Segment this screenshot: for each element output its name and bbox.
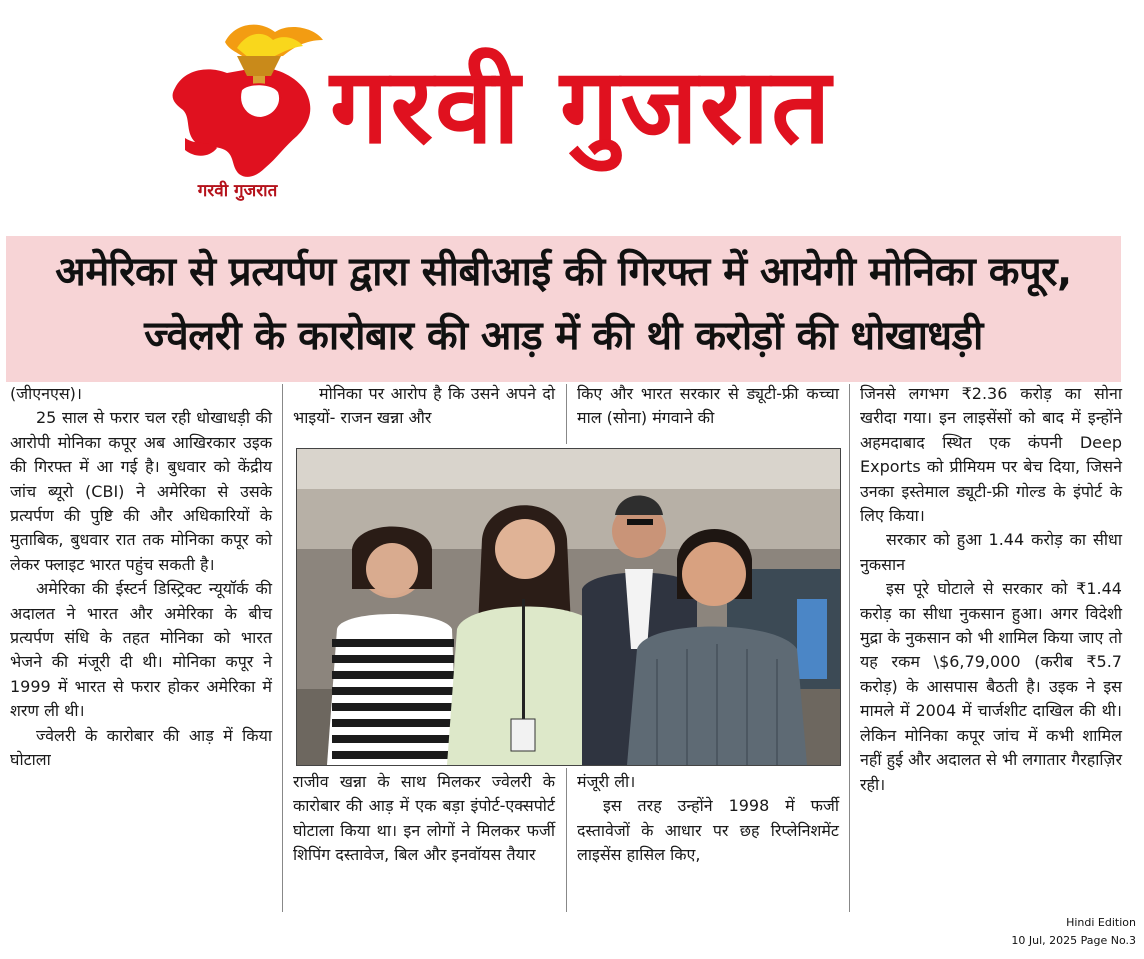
column-divider bbox=[282, 384, 283, 912]
subheading: ज्वेलरी के कारोबार की आड़ में किया घोटाला bbox=[10, 725, 272, 770]
masthead bbox=[0, 0, 1144, 232]
paragraph: इस तरह उन्होंने 1998 में फर्जी दस्तावेजों के आधार पर छह रिप्लेनिशमेंट लाइसेंस हासिल किए, bbox=[577, 796, 839, 865]
article-column-3-bottom bbox=[577, 770, 839, 868]
news-photo bbox=[296, 448, 841, 766]
article-column-3-top bbox=[577, 382, 839, 431]
dateline: (जीएनएस)। bbox=[10, 384, 82, 403]
article-column-4 bbox=[860, 382, 1122, 797]
headline: अमेरिका से प्रत्यर्पण द्वारा सीबीआई की गिरफ्त में आयेगी मोनिका कपूर, ज्वेलरी के कारोबार की आड़ में की थी करोड़ों की धोखाधड़ी bbox=[55, 249, 1072, 359]
column-divider bbox=[566, 768, 567, 912]
article-column-2-top bbox=[293, 382, 555, 431]
torch-over-gujarat-map-icon bbox=[165, 18, 330, 203]
edition-date-page: 10 Jul, 2025 Page No.3 bbox=[1011, 934, 1136, 947]
paragraph: जिनसे लगभग ₹2.36 करोड़ का सोना खरीदा गया। इन लाइसेंसों को बाद में इन्होंने अहमदाबाद स्थित एक कंपनी Deep Exports को प्रीमियम पर बेच दिया, जिसने उनका इस्तेमाल ड्यूटी-फ्री गोल्ड के इंपोर्ट के लिए किया। bbox=[860, 384, 1122, 526]
news-photo-four-people-icon bbox=[297, 449, 840, 765]
column-divider bbox=[849, 384, 850, 912]
paragraph: किए और भारत सरकार से ड्यूटी-फ्री कच्चा माल (सोना) मंगवाने की bbox=[577, 384, 839, 428]
subheading: सरकार को हुआ 1.44 करोड़ का सीधा नुकसान bbox=[860, 530, 1122, 574]
edition-info bbox=[1011, 914, 1136, 950]
paragraph: अमेरिका की ईस्टर्न डिस्ट्रिक्ट न्यूयॉर्क की अदालत ने भारत और अमेरिका के बीच प्रत्यर्पण संधि के तहत मोनिका को भारत भेजने की मंजूरी दी थी। मोनिका कपूर ने 1999 में भारत से फरार होकर अमेरिका में शरण ली थी। bbox=[10, 579, 272, 721]
paragraph: मंजूरी ली। bbox=[577, 772, 636, 791]
paragraph: राजीव खन्ना के साथ मिलकर ज्वेलरी के कारोबार की आड़ में एक बड़ा इंपोर्ट-एक्सपोर्ट घोटाला किया था। इन लोगों ने मिलकर फर्जी शिपिंग दस्तावेज, बिल और इनवॉयस तैयार bbox=[293, 772, 555, 865]
paragraph: 25 साल से फरार चल रही धोखाधड़ी की आरोपी मोनिका कपूर अब आखिरकार उइक की गिरफ्त में आ गई है। बुधवार को केंद्रीय जांच ब्यूरो (CBI) ने अमेरिका से उसके प्रत्यर्पण की पुष्टि की और अधिकारियों के मुताबिक, बुधवार रात तक मोनिका कपूर को लेकर फ्लाइट भारत पहुंच सकती है। bbox=[10, 408, 272, 574]
newspaper-title: गरवी गुजरात bbox=[330, 45, 833, 167]
article-column-1 bbox=[10, 382, 272, 773]
edition-label: Hindi Edition bbox=[1066, 916, 1136, 929]
paragraph: इस पूरे घोटाले से सरकार को ₹1.44 करोड़ का सीधा नुकसान हुआ। अगर विदेशी मुद्रा के नुकसान को भी शामिल किया जाए तो यह रकम \$6,79,000 (करीब ₹5.7 करोड़) के आसपास बैठती है। उइक ने इस मामले में 2004 में चार्जशीट दाखिल की थी। लेकिन मोनिका कपूर जांच में कभी शामिल नहीं हुई और अदालत से भी लगातार गैरहाज़िर रही। bbox=[860, 579, 1122, 794]
logo-caption: गरवी गुजरात bbox=[197, 181, 278, 201]
column-divider bbox=[566, 384, 567, 444]
paragraph: मोनिका पर आरोप है कि उसने अपने दो भाइयों- राजन खन्ना और bbox=[293, 384, 555, 428]
article-column-2-bottom bbox=[293, 770, 555, 868]
